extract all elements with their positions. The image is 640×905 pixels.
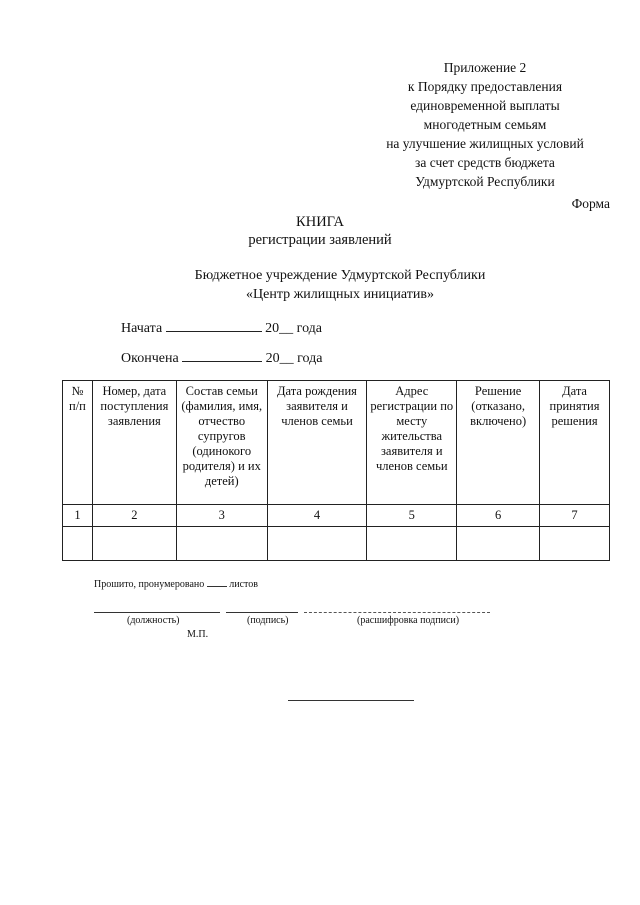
- header-cell-address: Адрес регистрации по месту жительства заявителя и членов семьи: [367, 381, 457, 505]
- stamp-label: М.П.: [187, 629, 209, 640]
- header-cell-decision: Решение (отказано, включено): [457, 381, 540, 505]
- table-column-number-row: [63, 505, 610, 527]
- column-number-cell: 4: [267, 505, 367, 527]
- ended-date-line: [121, 347, 322, 367]
- decoding-line[interactable]: [304, 612, 490, 613]
- organization-block: [0, 266, 640, 304]
- table-empty-cell[interactable]: [267, 527, 367, 561]
- started-year-prefix: 20: [265, 321, 280, 336]
- table-empty-cell[interactable]: [176, 527, 267, 561]
- sheets-count-blank[interactable]: [207, 577, 227, 587]
- header-cell-application: Номер, дата поступления заявления: [92, 381, 176, 505]
- organization-line-2: «Центр жилищных инициатив»: [246, 287, 434, 302]
- table-empty-row: [63, 527, 610, 561]
- stitched-prefix: Прошито, пронумеровано: [94, 579, 205, 590]
- appendix-line: Приложение 2: [443, 60, 527, 75]
- table-header-row: [63, 381, 610, 505]
- ended-label: Окончена: [121, 351, 179, 366]
- table-empty-cell[interactable]: [367, 527, 457, 561]
- stitched-suffix: листов: [229, 579, 258, 590]
- header-cell-family: Состав семьи (фамилия, имя, отчество супругов (одинокого родителя) и их детей): [176, 381, 267, 505]
- position-line[interactable]: [94, 612, 220, 613]
- appendix-block: [360, 58, 610, 191]
- header-cell-decision-date: Дата принятия решения: [540, 381, 610, 505]
- form-label: Форма: [571, 196, 610, 211]
- document-title: КНИГА: [296, 214, 344, 230]
- bottom-line: [288, 700, 414, 701]
- appendix-line: на улучшение жилищных условий: [386, 136, 584, 151]
- appendix-line: единовременной выплаты: [410, 98, 560, 113]
- table-empty-cell[interactable]: [92, 527, 176, 561]
- ended-year-prefix: 20: [265, 351, 280, 366]
- column-number-cell: 2: [92, 505, 176, 527]
- started-date-blank[interactable]: [166, 317, 262, 332]
- appendix-line: Удмуртской Республики: [415, 174, 555, 189]
- started-year-suffix: __ года: [279, 321, 322, 336]
- ended-date-blank[interactable]: [182, 347, 262, 362]
- document-title-block: [0, 213, 640, 249]
- appendix-line: многодетным семьям: [423, 117, 547, 132]
- table-empty-cell[interactable]: [540, 527, 610, 561]
- organization-line-1: Бюджетное учреждение Удмуртской Республики: [194, 268, 486, 283]
- header-cell-birthdate: Дата рождения заявителя и членов семьи: [267, 381, 367, 505]
- column-number-cell: 6: [457, 505, 540, 527]
- signature-line[interactable]: [226, 612, 298, 613]
- appendix-line: за счет средств бюджета: [415, 155, 555, 170]
- position-caption: (должность): [127, 615, 180, 626]
- started-date-line: [121, 317, 322, 337]
- signature-caption: (подпись): [247, 615, 289, 626]
- column-number-cell: 7: [540, 505, 610, 527]
- column-number-cell: 1: [63, 505, 93, 527]
- table-empty-cell[interactable]: [457, 527, 540, 561]
- ended-year-suffix: __ года: [279, 351, 323, 366]
- registration-table: [62, 380, 610, 561]
- document-subtitle: регистрации заявлений: [248, 232, 392, 248]
- decoding-caption: (расшифровка подписи): [357, 615, 460, 626]
- column-number-cell: 5: [367, 505, 457, 527]
- stitched-line: [94, 577, 258, 590]
- appendix-line: к Порядку предоставления: [407, 79, 563, 94]
- started-label: Начата: [121, 321, 163, 336]
- column-number-cell: 3: [176, 505, 267, 527]
- table-empty-cell[interactable]: [63, 527, 93, 561]
- header-cell-number: № п/п: [63, 381, 93, 505]
